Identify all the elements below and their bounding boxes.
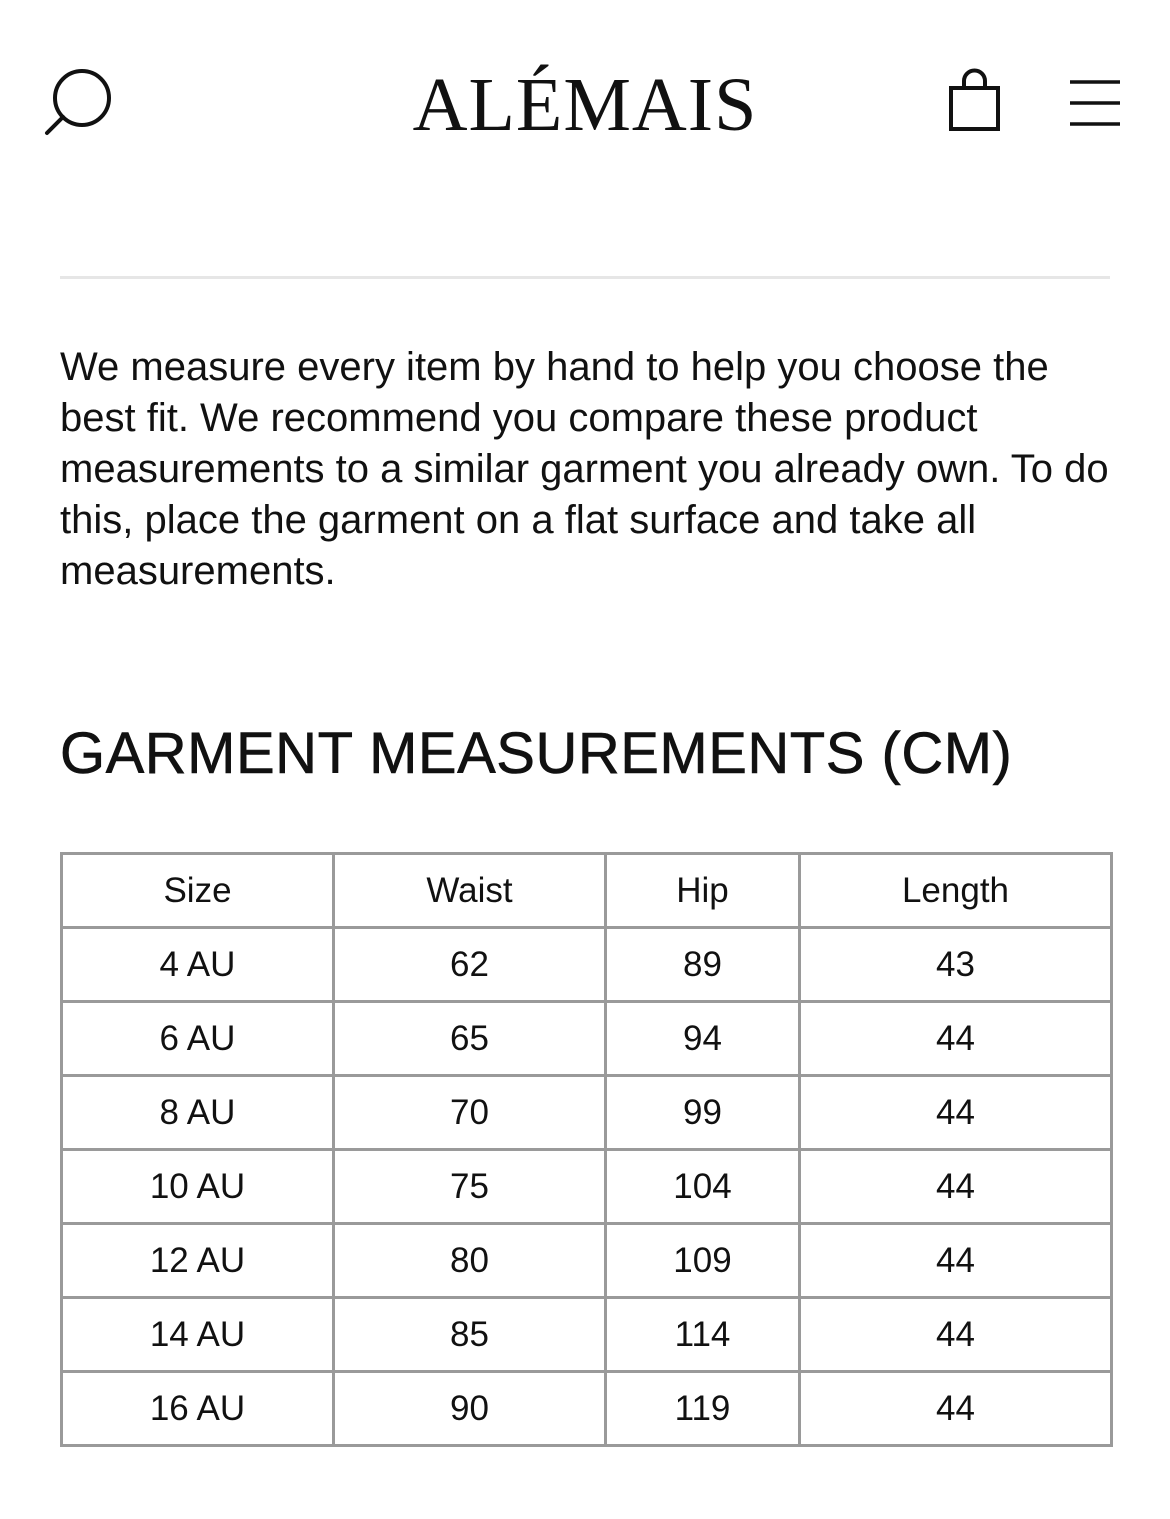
length-cell: 44: [800, 1224, 1112, 1298]
hip-cell: 94: [606, 1002, 800, 1076]
table-header-row: [62, 854, 1112, 928]
column-header-waist: Waist: [334, 854, 606, 928]
table-row: [62, 1150, 1112, 1224]
size-cell: 14 AU: [62, 1298, 334, 1372]
length-cell: 44: [800, 1150, 1112, 1224]
cart-button[interactable]: [940, 68, 1010, 138]
hip-cell: 104: [606, 1150, 800, 1224]
column-header-hip: Hip: [606, 854, 800, 928]
waist-cell: 75: [334, 1150, 606, 1224]
table-row: [62, 1076, 1112, 1150]
search-button[interactable]: [40, 62, 120, 142]
size-chart-table: [60, 852, 1113, 1447]
size-cell: 16 AU: [62, 1372, 334, 1446]
waist-cell: 62: [334, 928, 606, 1002]
size-cell: 4 AU: [62, 928, 334, 1002]
waist-cell: 90: [334, 1372, 606, 1446]
hip-cell: 119: [606, 1372, 800, 1446]
size-cell: 10 AU: [62, 1150, 334, 1224]
menu-button[interactable]: [1062, 74, 1128, 134]
length-cell: 44: [800, 1076, 1112, 1150]
waist-cell: 85: [334, 1298, 606, 1372]
shopping-bag-icon: [940, 68, 1010, 138]
size-cell: 8 AU: [62, 1076, 334, 1150]
size-cell: 12 AU: [62, 1224, 334, 1298]
hip-cell: 109: [606, 1224, 800, 1298]
length-cell: 44: [800, 1002, 1112, 1076]
column-header-size: Size: [62, 854, 334, 928]
site-header: [0, 0, 1170, 200]
waist-cell: 80: [334, 1224, 606, 1298]
measurements-heading: GARMENT MEASUREMENTS (CM): [60, 721, 1013, 786]
waist-cell: 70: [334, 1076, 606, 1150]
search-icon: [40, 62, 120, 142]
waist-cell: 65: [334, 1002, 606, 1076]
table-row: [62, 928, 1112, 1002]
length-cell: 43: [800, 928, 1112, 1002]
table-row: [62, 1298, 1112, 1372]
table-row: [62, 1002, 1112, 1076]
hip-cell: 89: [606, 928, 800, 1002]
section-divider: [60, 276, 1110, 279]
hip-cell: 114: [606, 1298, 800, 1372]
measurement-intro-text: We measure every item by hand to help you choose the best fit. We recommend you compare these product measurements to a similar garment you already own. To do this, place the garment on a flat surface and take all measurements.: [60, 345, 1109, 593]
hamburger-menu-icon: [1062, 74, 1128, 134]
column-header-length: Length: [800, 854, 1112, 928]
size-cell: 6 AU: [62, 1002, 334, 1076]
length-cell: 44: [800, 1372, 1112, 1446]
table-row: [62, 1372, 1112, 1446]
brand-logo[interactable]: ALÉMAIS: [412, 63, 758, 147]
length-cell: 44: [800, 1298, 1112, 1372]
hip-cell: 99: [606, 1076, 800, 1150]
table-row: [62, 1224, 1112, 1298]
